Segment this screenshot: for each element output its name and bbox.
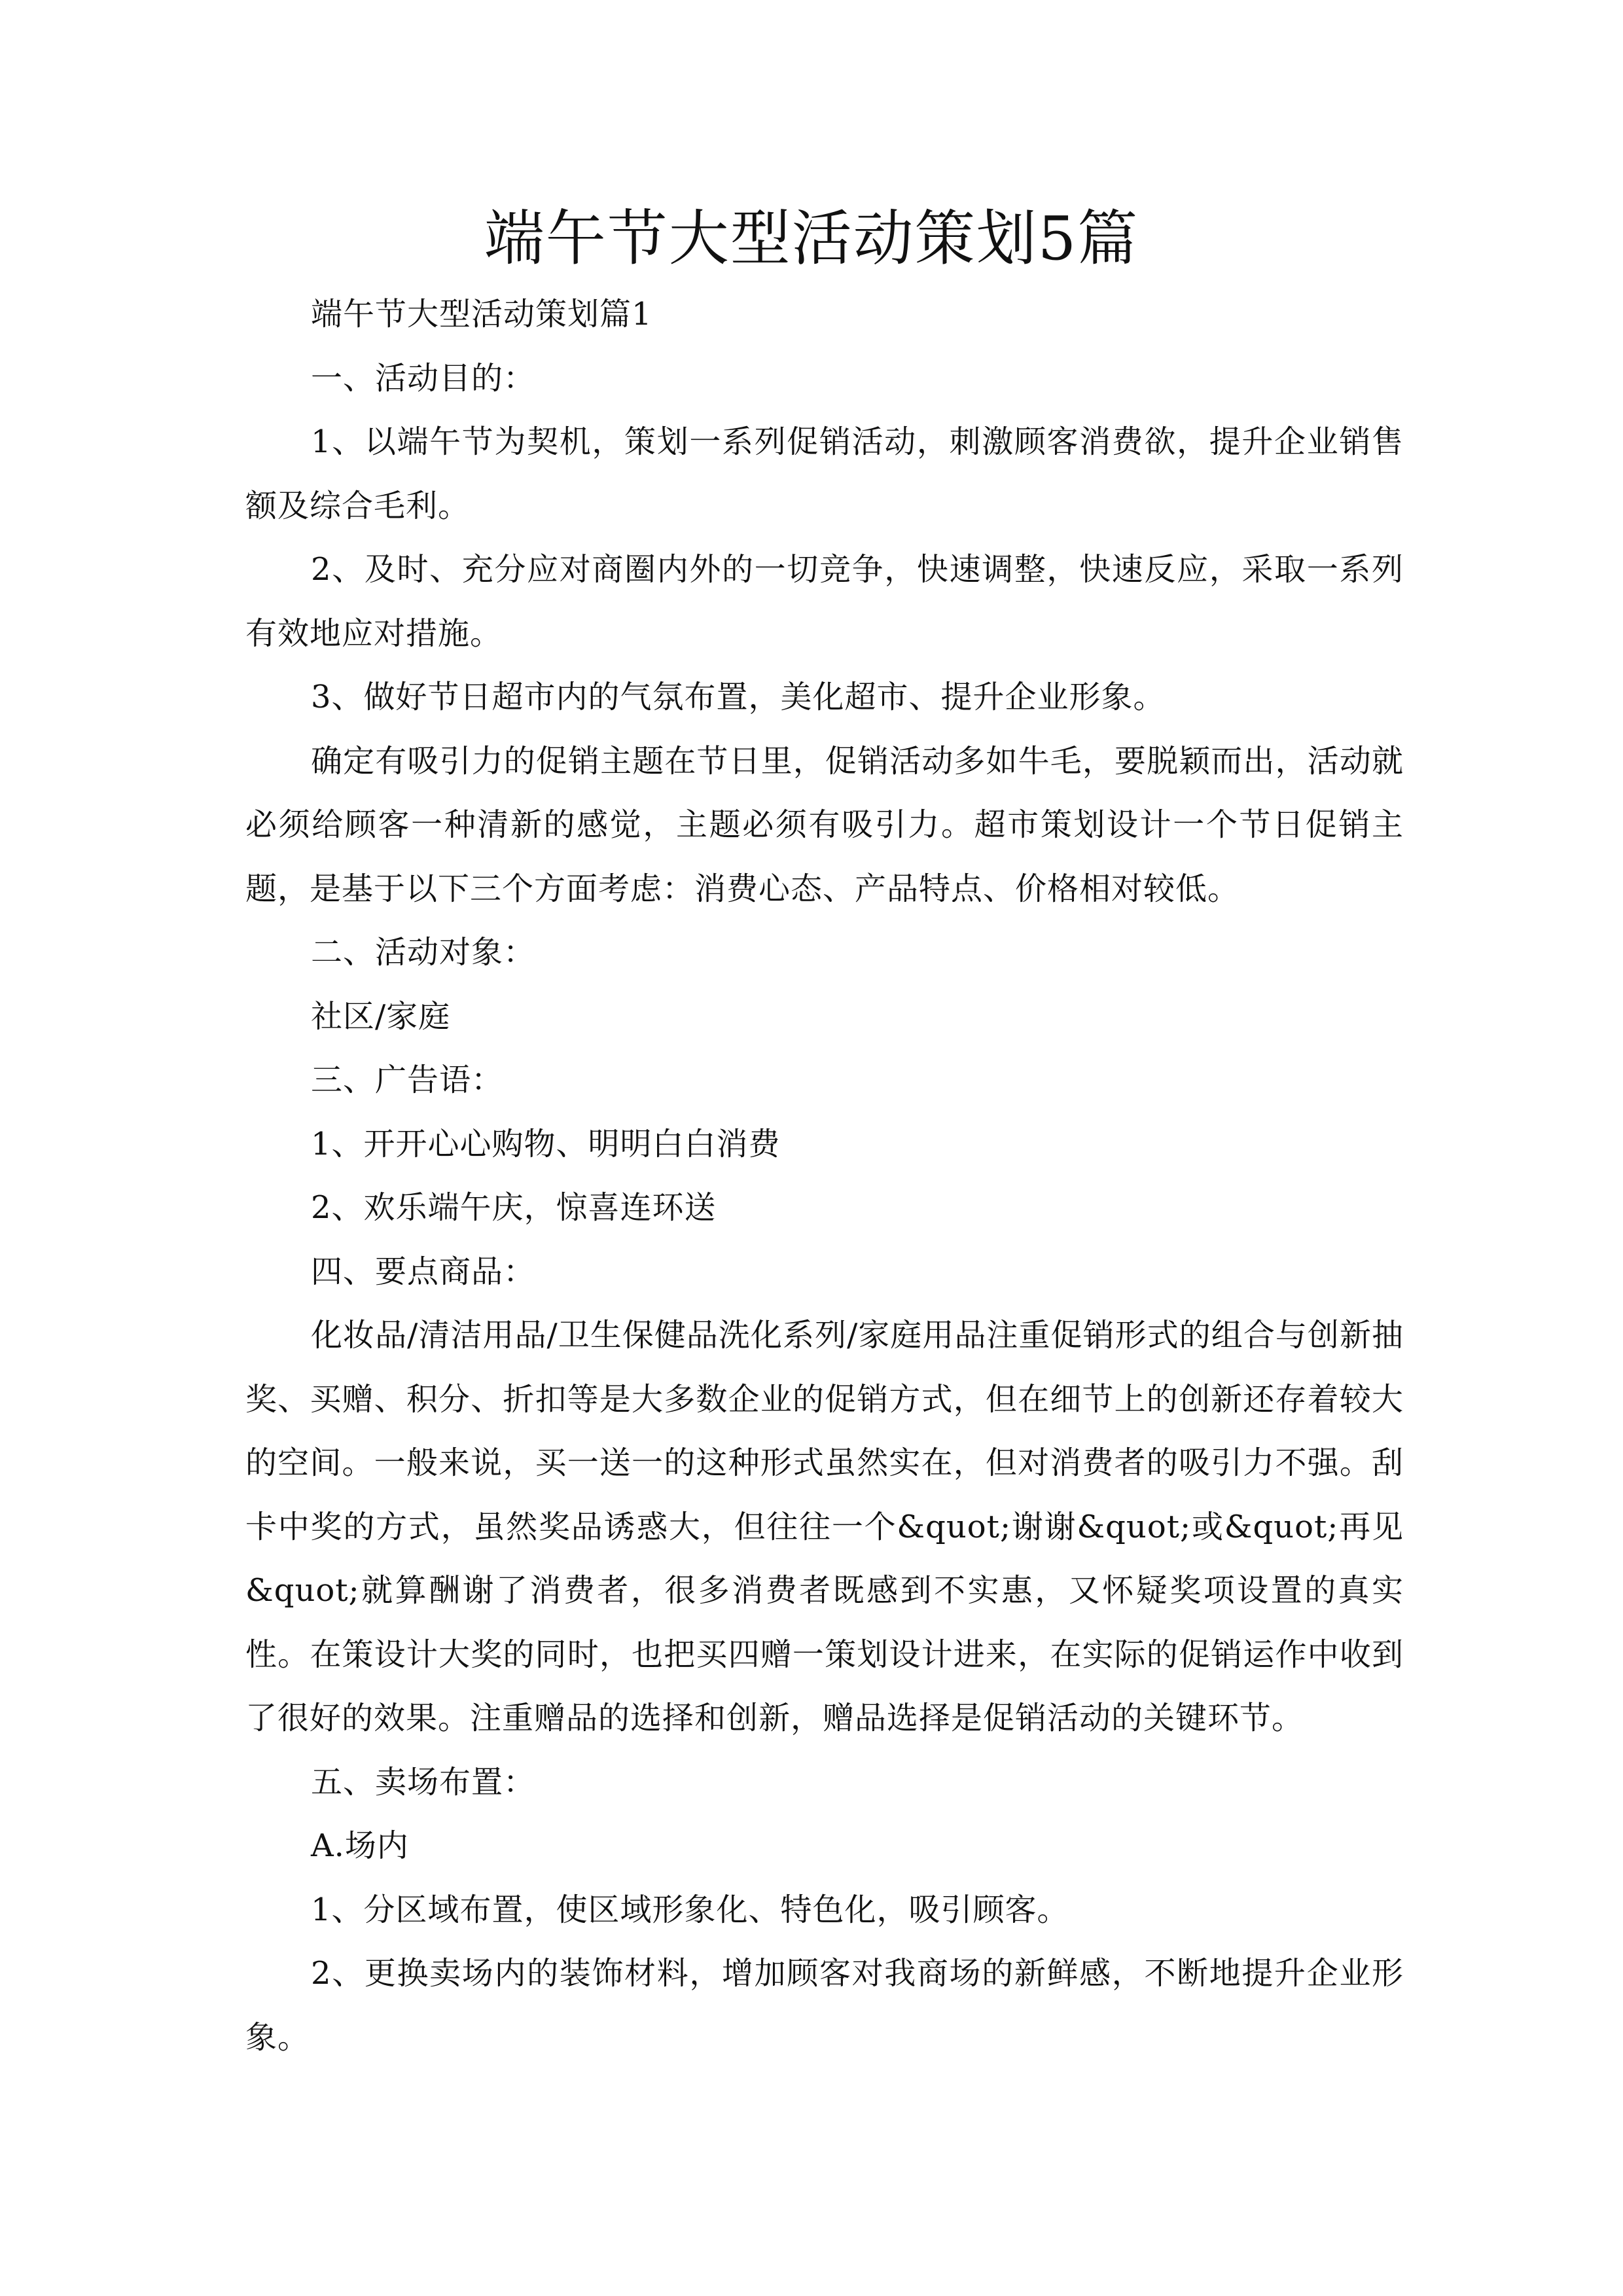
- section-heading: 四、要点商品：: [311, 1253, 536, 1290]
- paragraph: 2、及时、充分应对商圈内外的一切竞争，快速调整，快速反应，采取一系列有效地应对措施。: [245, 551, 1404, 652]
- subsection-heading: A.场内: [311, 1827, 409, 1864]
- paragraph: 化妆品/清洁用品/卫生保健品洗化系列/家庭用品注重促销形式的组合与创新抽奖、买赠、积分、折扣等是大多数企业的促销方式，但在细节上的创新还存着较大的空间。一般来说，买一送一的这种形式虽然实在，但对消费者的吸引力不强。刮卡中奖的方式，虽然奖品诱惑大，但往往一个&quot;谢谢&quot;或&quot;再见&quot;就算酬谢了消费者，很多消费者既感到不实惠，又怀疑奖项设置的真实性。在策设计大奖的同时，也把买四赠一策划设计进来，在实际的促销运作中收到了很好的效果。注重赠品的选择和创新，赠品选择是促销活动的关键环节。: [245, 1317, 1404, 1736]
- paragraph: 社区/家庭: [311, 997, 451, 1035]
- paragraph: 1、以端午节为契机，策划一系列促销活动，刺激顾客消费欲，提升企业销售额及综合毛利。: [245, 423, 1404, 524]
- section-heading: 五、卖场布置：: [311, 1763, 536, 1801]
- paragraph: 1、开开心心购物、明明白白消费: [311, 1125, 781, 1162]
- document-body: [245, 283, 1404, 2070]
- section-heading: 一、活动目的：: [311, 359, 536, 397]
- section-heading: 二、活动对象：: [311, 934, 536, 971]
- paragraph: 3、做好节日超市内的气氛布置，美化超市、提升企业形象。: [311, 679, 1166, 715]
- paragraph: 1、分区域布置，使区域形象化、特色化，吸引顾客。: [311, 1891, 1069, 1928]
- section-heading: 三、广告语：: [311, 1062, 504, 1098]
- paragraph: 确定有吸引力的促销主题在节日里，促销活动多如牛毛，要脱颖而出，活动就必须给顾客一种清新的感觉，主题必须有吸引力。超市策划设计一个节日促销主题，是基于以下三个方面考虑：消费心态、产品特点、价格相对较低。: [245, 742, 1404, 907]
- document-title: 端午节大型活动策划5篇: [484, 204, 1139, 274]
- paragraph: 2、欢乐端午庆，惊喜连环送: [311, 1189, 717, 1226]
- paragraph: 2、更换卖场内的装饰材料，增加顾客对我商场的新鲜感，不断地提升企业形象。: [245, 1955, 1404, 2056]
- section-heading: 端午节大型活动策划篇1: [311, 296, 652, 332]
